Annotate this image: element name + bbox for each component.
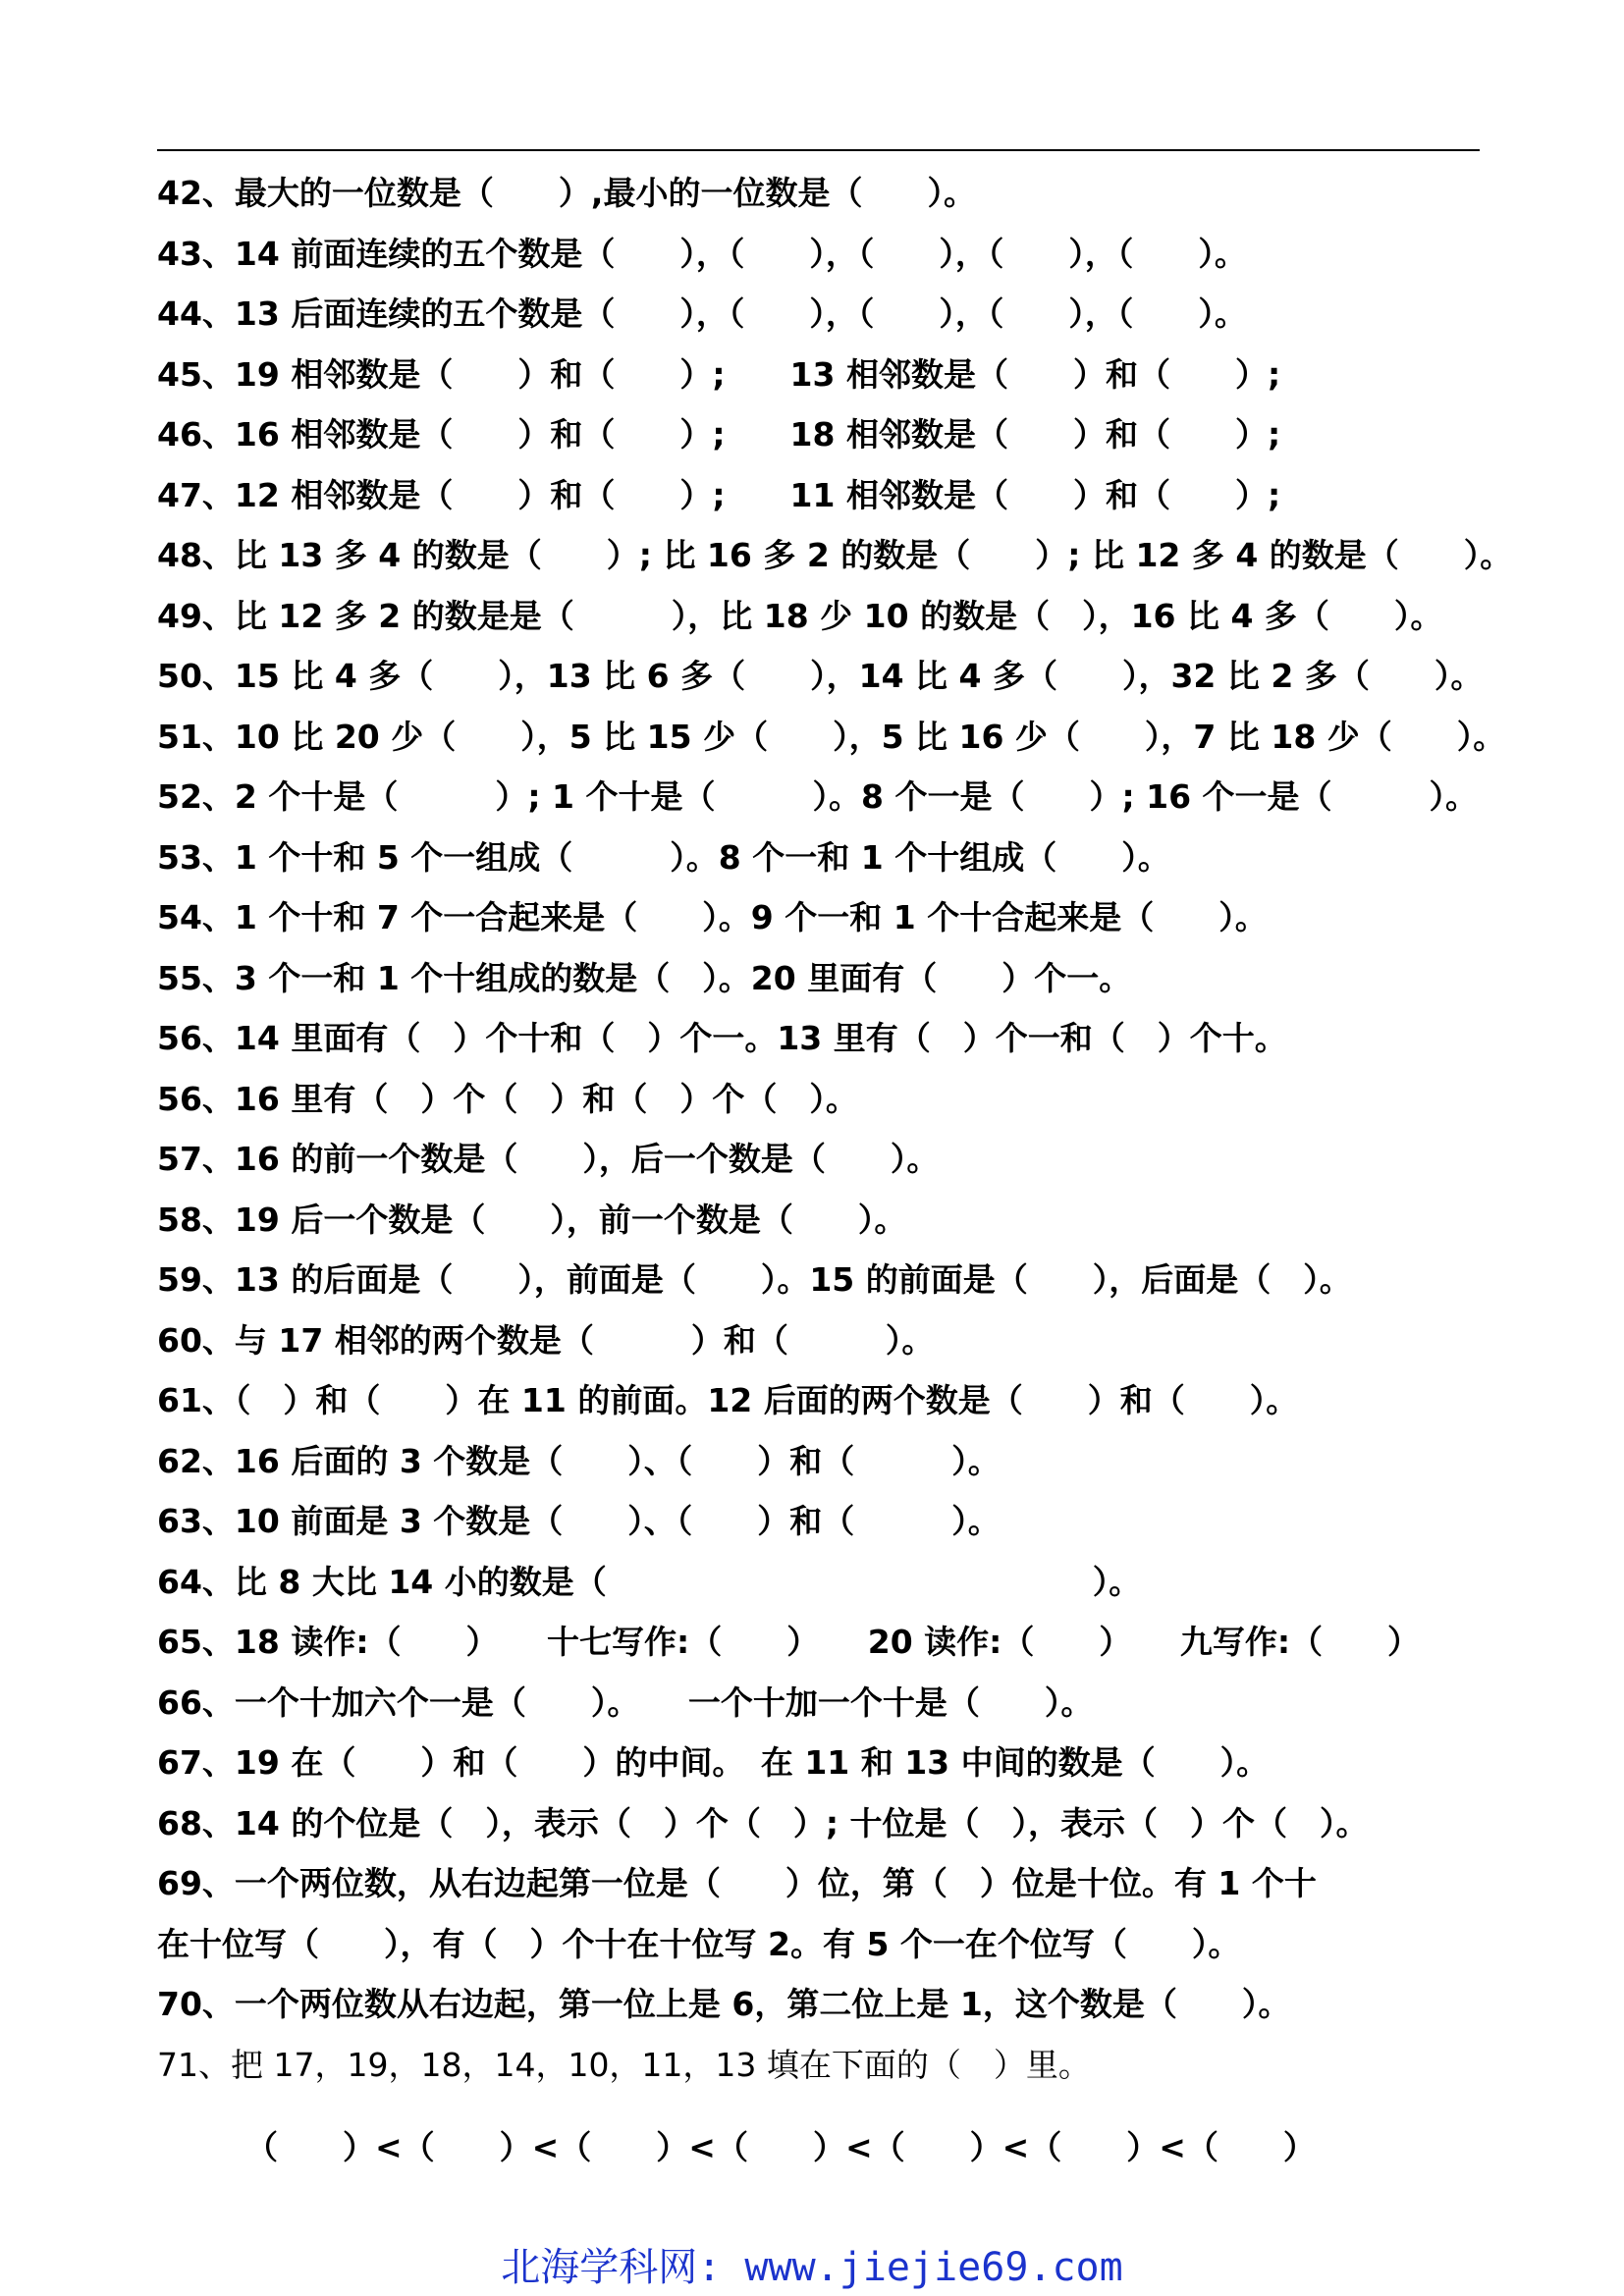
question-60: 60、与 17 相邻的两个数是（ ）和（ ）。 [157, 1320, 935, 1360]
question-56a: 56、14 里面有（ ）个十和（ ）个一。13 里有（ ）个一和（ ）个十。 [157, 1019, 1287, 1057]
question-71: 71、把 17，19，18，14，10，11，13 填在下面的（ ）里。 [157, 2045, 1091, 2084]
question-47: 47、12 相邻数是（ ）和（ ）; 11 相邻数是（ ）和（ ）; [157, 475, 1281, 514]
question-68: 68、14 的个位是（ ），表示（ ）个（ ）; 十位是（ ），表示（ ）个（ ）。 [157, 1803, 1369, 1842]
question-59: 59、13 的后面是（ ），前面是（ ）。15 的前面是（ ），后面是（ ）。 [157, 1260, 1352, 1299]
question-64: 64、比 8 大比 14 小的数是（ ）。 [157, 1562, 1142, 1601]
question-63: 63、10 前面是 3 个数是（ ）、（ ）和（ ）。 [157, 1502, 1001, 1540]
question-50: 50、15 比 4 多（ ），13 比 6 多（ ），14 比 4 多（ ），32 比 2 多（ ）。 [157, 657, 1484, 695]
question-66: 66、一个十加六个一是（ ）。 一个十加一个十是（ ）。 [157, 1682, 1094, 1722]
question-57: 57、16 的前一个数是（ ），后一个数是（ ）。 [157, 1140, 940, 1178]
question-53: 53、1 个十和 5 个一组成（ ）。8 个一和 1 个十组成（ ）。 [157, 837, 1170, 877]
question-51: 51、10 比 20 少（ ），5 比 15 少（ ），5 比 16 少（ ），7 比 18 少（ ）。 [157, 717, 1506, 756]
question-list [157, 163, 1513, 2095]
header-rule [157, 149, 1480, 151]
question-45: 45、19 相邻数是（ ）和（ ）; 13 相邻数是（ ）和（ ）; [157, 354, 1281, 394]
question-44: 44、13 后面连续的五个数是（ ），（ ），（ ），（ ），（ ）。 [157, 294, 1247, 333]
question-67: 67、19 在（ ）和（ ）的中间。 在 11 和 13 中间的数是（ ）。 [157, 1743, 1270, 1782]
question-55: 55、3 个一和 1 个十组成的数是（ ）。20 里面有（ ）个一。 [157, 958, 1132, 997]
question-58: 58、19 后一个数是（ ），前一个数是（ ）。 [157, 1200, 907, 1239]
question-43: 43、14 前面连续的五个数是（ ），（ ），（ ），（ ），（ ）。 [157, 234, 1247, 273]
question-65: 65、18 读作:（ ） 十七写作:（ ） 20 读作:（ ） 九写作:（ ） [157, 1623, 1421, 1661]
question-52: 52、2 个十是（ ）; 1 个十是（ ）。8 个一是（ ）; 16 个一是（ ）。 [157, 777, 1479, 816]
question-70: 70、一个两位数从右边起，第一位上是 6，第二位上是 1，这个数是（ ）。 [157, 1985, 1291, 2023]
question-69-continued: 在十位写（ ），有（ ）个十在十位写 2。有 5 个一在个位写（ ）。 [157, 1924, 1241, 1963]
question-48: 48、比 13 多 4 的数是（ ）; 比 16 多 2 的数是（ ）; 比 12 多 4 的数是（ ）。 [157, 536, 1513, 574]
question-61: 61、（ ）和（ ）在 11 的前面。12 后面的两个数是（ ）和（ ）。 [157, 1381, 1299, 1419]
question-62: 62、16 后面的 3 个数是（ ）、（ ）和（ ）。 [157, 1441, 1001, 1480]
question-49: 49、比 12 多 2 的数是是（ ），比 18 少 10 的数是（ ），16 比 4 多（ ）。 [157, 596, 1443, 635]
question-69: 69、一个两位数，从右边起第一位是（ ）位，第（ ）位是十位。有 1 个十 [157, 1864, 1317, 1902]
question-46: 46、16 相邻数是（ ）和（ ）; 18 相邻数是（ ）和（ ）; [157, 415, 1281, 454]
question-54: 54、1 个十和 7 个一合起来是（ ）。9 个一和 1 个十合起来是（ ）。 [157, 898, 1268, 936]
order-blanks-row: （ ）<（ ）<（ ）<（ ）<（ ）<（ ）<（ ） [245, 2128, 1316, 2166]
footer-watermark: 北海学科网: www.jiejie69.com [501, 2245, 1123, 2290]
question-42: 42、最大的一位数是（ ）,最小的一位数是（ ）。 [157, 174, 976, 212]
question-56b: 56、16 里有（ ）个（ ）和（ ）个（ ）。 [157, 1079, 858, 1118]
